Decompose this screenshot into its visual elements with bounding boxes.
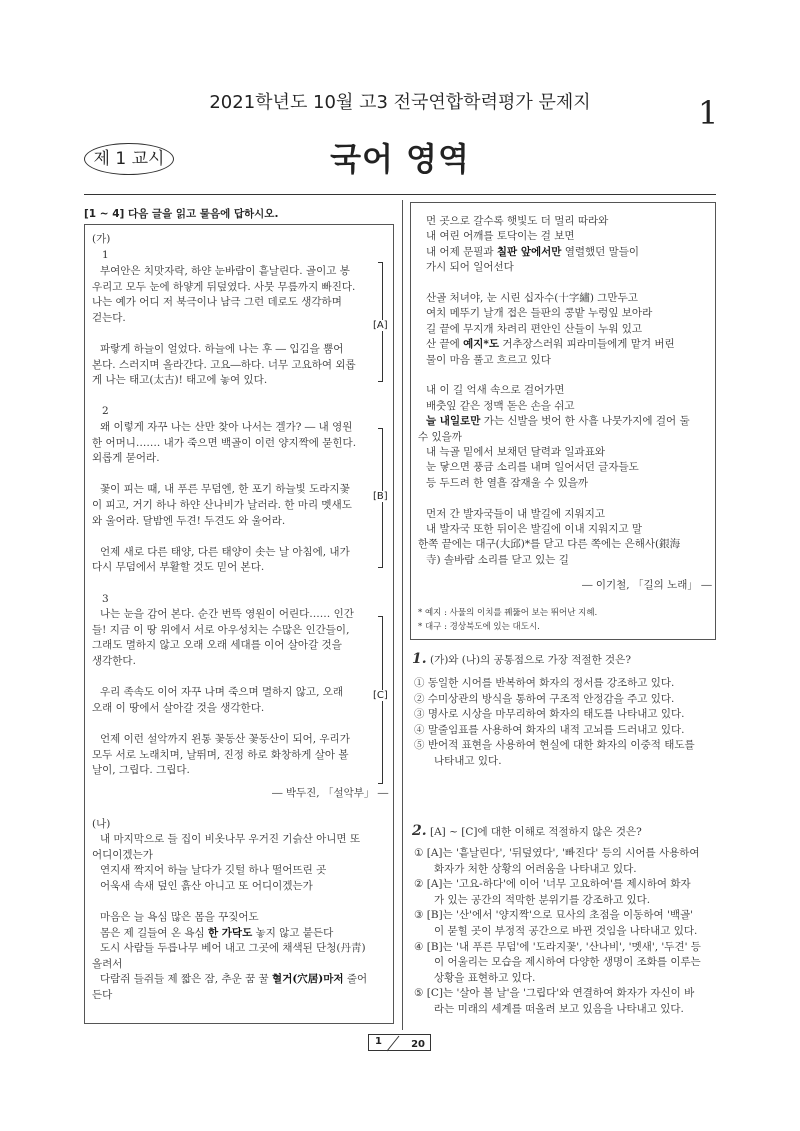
question-2	[412, 824, 642, 839]
text-line: 물이 마음 풀고 흐르고 있다	[426, 353, 551, 366]
bracket-c-label: [C]	[373, 690, 388, 701]
text-line: 우리고 모두 눈에 하얗게 뒤덮였다. 사뭇 무릎까지 빠진다.	[92, 280, 356, 293]
exam-title: 2021학년도 10월 고3 전국연합학력평가 문제지	[209, 92, 591, 113]
text-line: ③ 명사로 시상을 마무리하여 화자의 태도를 나타내고 있다.	[414, 708, 685, 721]
poem-na-author: ― 이기철, 「길의 노래」 ―	[582, 579, 712, 591]
text-line: ⑤ 반어적 표현을 사용하여 현실에 대한 화자의 이중적 태도를	[414, 739, 695, 752]
text-line: 연지새 짝지어 하늘 날다가 깃털 하나 떨어뜨린 곳	[100, 864, 327, 877]
text-line: 라는 미래의 세계를 떠올려 보고 있음을 나타내고 있다.	[434, 1003, 684, 1015]
text-line: 길 끝에 무지개 차려리 편안인 산들이 누워 있고	[426, 322, 643, 335]
question-1-stem: (가)와 (나)의 공통점으로 가장 적절한 것은?	[429, 654, 631, 666]
text-line: 몸은 제 길들여 온 욕심 한 가닥도 놓지 않고 붙든다	[100, 926, 334, 939]
emphasis-text: 칠판 앞에서만	[496, 245, 562, 258]
bracket-a-label: [A]	[373, 320, 388, 331]
emphasis-text: 늘 내일로만	[426, 415, 481, 428]
text-line: ② [A]는 '고요-하다'에 이어 '너무 고요하여'를 제시하여 화자	[414, 878, 691, 891]
text-line: 내 발자국 또한 뒤이은 발길에 이내 지워지고 말	[426, 523, 643, 535]
text-line: 마음은 늘 욕심 많은 몸을 꾸짖어도	[100, 911, 259, 923]
section-number: 1	[102, 249, 109, 261]
text-line: 가시 되어 일어선다	[426, 261, 514, 274]
text-line: 배춧잎 같은 정맥 돋은 손을 쉬고	[426, 399, 575, 412]
text-line: 나타내고 있다.	[434, 755, 502, 767]
text-line: 생각한다.	[92, 655, 136, 667]
text-line: 내 여린 어깨를 토닥이는 걸 보면	[426, 230, 575, 243]
text-line: ② 수미상관의 방식을 통하여 구조적 안정감을 주고 있다.	[414, 692, 675, 705]
text-line: 어디이겠는가	[92, 848, 153, 861]
page-total: 20	[411, 1039, 425, 1050]
page-number-large: 1	[698, 94, 719, 132]
text-line: 모두 서로 노래치며, 날뛰며, 진정 하로 화창하게 살아 볼	[92, 748, 349, 761]
text-line: 나는 예가 어디 저 북극이나 남극 그런 데로도 생각하며	[92, 296, 342, 309]
text-line: 언제 새로 다른 태양, 다른 태양이 솟는 날 아침에, 내가	[100, 545, 350, 558]
text-line: 등 두드려 한 열흘 잠재울 수 있을까	[426, 476, 589, 489]
text-line: 든다	[92, 989, 113, 1001]
question-2-stem: [A] ~ [C]에 대한 이해로 적절하지 않은 것은?	[429, 826, 642, 838]
header-rule	[84, 194, 716, 195]
text-line: 먼 곳으로 갈수록 햇빛도 더 멀리 따라와	[426, 215, 609, 227]
text-line: ④ 말줄임표를 사용하여 화자의 내적 고뇌를 드러내고 있다.	[414, 723, 685, 736]
text-line: 부여안은 치맛자락, 하얀 눈바람이 흩날린다. 골이고 봉	[100, 265, 350, 277]
emphasis-text: 한 가닥도	[207, 926, 253, 939]
question-1	[412, 652, 631, 667]
text-line: 게 나는 태고(太古)! 태고에 놓여 있다.	[92, 374, 268, 387]
text-line: 들! 지금 이 땅 위에서 서로 아우성치는 수많은 인간들이,	[92, 623, 350, 636]
text-line: 늘 내일로만 가는 신발을 벗어 한 사흘 나뭇가지에 걸어 둘	[426, 415, 690, 428]
text-line: 외롭게 묻어라.	[92, 452, 160, 465]
poem-ga-label: (가)	[92, 233, 111, 245]
text-line: 한쪽 끝에는 대구(大邱)*를 닫고 다른 쪽에는 은해사(銀海	[418, 538, 681, 551]
page-current: 1	[375, 1036, 382, 1047]
text-line: 내 마지막으로 들 집이 비옷나무 우거진 기슭산 아니면 또	[100, 833, 360, 845]
text-line: ③ [B]는 '산'에서 '양지짝'으로 묘사의 초점을 이동하여 '백골'	[414, 909, 694, 922]
text-line: 언제 이런 설악까지 왼통 꽃동산 꽃동산이 되어, 우리가	[100, 733, 350, 745]
text-line: 산골 처녀야, 눈 시린 십자수(十字繡) 그만두고	[426, 292, 638, 304]
text-line: 우리 족속도 이어 자꾸 나며 죽으며 멸하지 않고, 오래	[100, 686, 344, 699]
text-line: 나는 눈을 감어 본다. 순간 번뜩 영원이 어린다…… 인간	[100, 608, 354, 621]
question-2-number: 2.	[412, 823, 427, 839]
text-line: 2	[102, 405, 109, 418]
emphasis-text: 예지*도	[463, 338, 500, 351]
text-line: ① 동일한 시어를 반복하여 화자의 정서를 강조하고 있다.	[414, 677, 675, 689]
text-line: 먼저 간 발자국들이 내 발길에 지워지고	[426, 507, 605, 520]
text-line: ⑤ [C]는 '살아 볼 날'을 '그립다'와 연결하여 화자가 자신이 바	[414, 987, 695, 1000]
session-badge: 제 1 교시	[84, 143, 174, 175]
text-line: ① [A]는 '흩날린다', '뒤덮였다', '빠진다' 등의 시어를 사용하여	[414, 847, 700, 859]
column-divider	[402, 200, 403, 1030]
footnote-1: * 예지 : 사물의 이치를 꿰뚫어 보는 뛰어난 지혜.	[418, 608, 598, 618]
text-line: 와 울어라. 달밤엔 두견! 두견도 와 울어라.	[92, 514, 286, 527]
text-line: 내 어제 문필과 칠판 앞에서만 열렬했던 말들이	[426, 245, 640, 258]
instruction: [1 ~ 4] 다음 글을 읽고 물음에 답하시오.	[84, 208, 279, 220]
text-line: 가 있는 공간의 적막한 분위기를 강조하고 있다.	[434, 893, 651, 906]
text-line: 꽃이 피는 때, 내 푸른 무덤엔, 한 포기 하늘빛 도라지꽃	[100, 483, 350, 496]
text-line: 내 늑골 밑에서 보채던 달력과 일과표와	[426, 446, 605, 458]
text-line: 여치 메뚜기 날개 접은 들판의 콩밭 누렁잎 보아라	[426, 307, 653, 320]
text-line: 한 어머니……. 내가 죽으면 백골이 이런 양지짝에 묻힌다.	[92, 436, 357, 449]
text-line: 눈 닿으면 풍금 소리를 내며 일어서던 글자들도	[426, 461, 639, 474]
text-line: 수 있을까	[418, 430, 462, 443]
footnote-2: * 대구 : 경상북도에 있는 대도시.	[418, 622, 540, 632]
emphasis-text: 혈거(穴居)마저	[272, 973, 344, 986]
text-line: 걷는다.	[92, 311, 126, 324]
question-1-number: 1.	[412, 651, 427, 667]
text-line: 어욱새 속새 덮인 흙산 아니고 또 어디이겠는가	[100, 879, 313, 892]
page-indicator	[368, 1034, 431, 1051]
text-line: 이 피고, 거기 하나 하얀 산나비가 날러라. 한 마리 멧새도	[92, 499, 352, 511]
text-line: 이 어울리는 모습을 제시하여 다양한 생명이 조화를 이루는	[434, 956, 701, 969]
text-line: 도시 사람들 두릅나무 베어 내고 그곳에 채색된 단청(丹靑)	[100, 942, 366, 955]
text-line: 내 이 길 억새 속으로 걸어가면	[426, 384, 565, 397]
text-line: 파랗게 하늘이 얼었다. 하늘에 나는 후 ― 입김을 뿜어	[100, 343, 344, 355]
text-line: 올려서	[92, 957, 123, 970]
subject-title: 국어 영역	[330, 140, 470, 178]
text-line: 날이, 그립다. 그립다.	[92, 764, 190, 777]
text-line: 이 묻힐 곳이 부정적 공간으로 바뀐 것임을 나타내고 있다.	[434, 925, 698, 937]
poem-ga-author: ― 박두진, 「설악부」 ―	[272, 787, 389, 799]
text-line: 오래 이 땅에서 살아갈 것을 생각한다.	[92, 701, 265, 714]
text-line: 산 끝에 예지*도 거추장스러워 피라미들에게 맡겨 버린	[426, 338, 675, 351]
text-line: 3	[102, 592, 109, 605]
text-line: 왜 이렇게 자꾸 나는 산만 찾아 나서는 겔가? ― 내 영원	[100, 421, 353, 433]
text-line: 다시 무덤에서 부활할 것도 믿어 본다.	[92, 561, 265, 574]
text-line: 다람쥐 들쥐들 제 짧은 잠, 추운 꿈 꿀 혈거(穴居)마저 줄어	[100, 973, 368, 986]
bracket-b-label: [B]	[373, 491, 388, 502]
text-line: 상황을 표현하고 있다.	[434, 971, 536, 984]
text-line: 화자가 처한 상황의 어려움을 나타내고 있다.	[434, 862, 637, 875]
text-line: 그래도 멸하지 않고 오래 오래 세대를 이어 살아갈 것을	[92, 639, 342, 652]
text-line: 寺) 솔바람 소리를 닫고 있는 길	[426, 553, 569, 566]
poem-na-label: (나)	[92, 818, 111, 830]
text-line: 본다. 스러지며 올라간다. 고요―하다. 너무 고요하여 외롭	[92, 358, 356, 371]
text-line: ④ [B]는 '내 푸른 무덤'에 '도라지꽃', '산나비', '멧새', '두견' 등	[414, 940, 701, 953]
